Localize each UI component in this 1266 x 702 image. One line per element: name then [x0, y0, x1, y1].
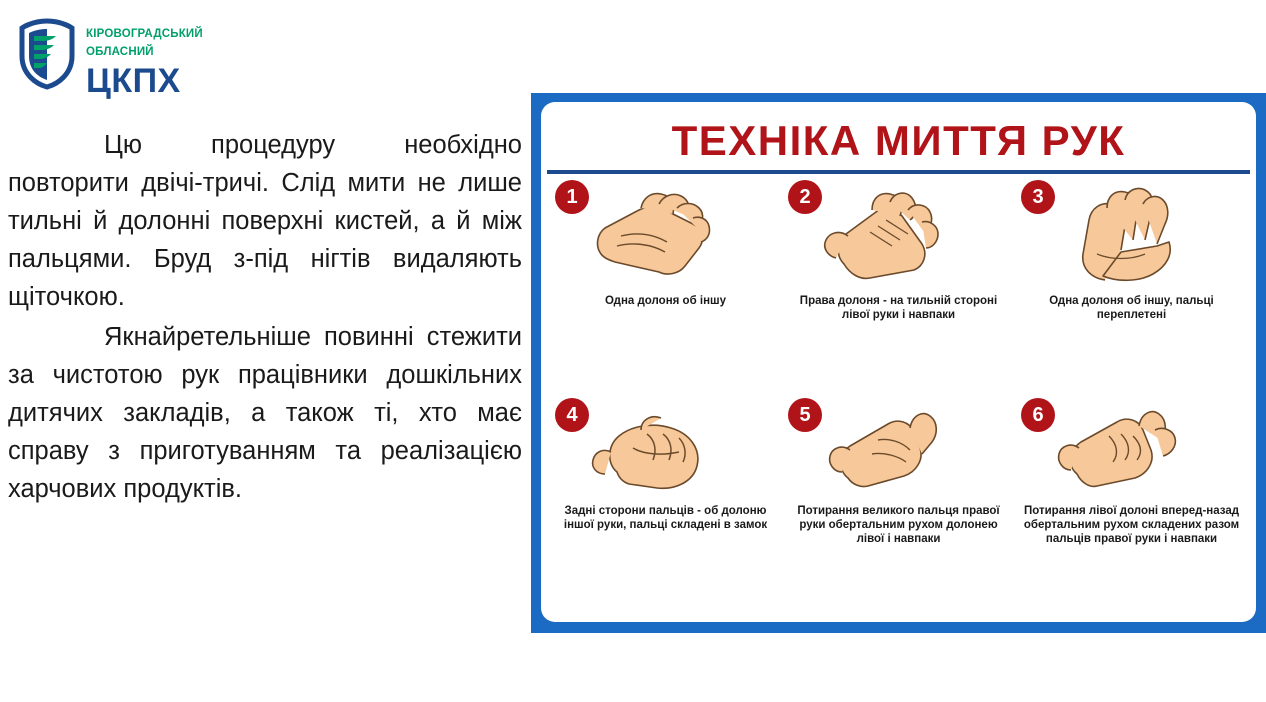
paragraph-2: Якнайретельніше повинні стежити за чистотою рук працівники дошкільних дитячих закладів, а також ті, хто має справу з приготуванням та реалізацією харчових продуктів.: [8, 323, 522, 503]
step-caption: Потирання великого пальця правої руки обертальним рухом долонею лівої і навпаки: [797, 505, 1000, 545]
step-4: [549, 396, 782, 614]
logo-line-2: ОБЛАСНИЙ: [86, 46, 154, 58]
poster-title: ТЕХНІКА МИТТЯ РУК: [671, 117, 1126, 164]
fingers-interlaced-icon: [1047, 184, 1217, 288]
handwashing-poster: [531, 93, 1266, 633]
step-caption: Задні сторони пальців - об долоню іншої руки, пальці складені в замок: [563, 505, 768, 531]
step-caption: Одна долоня об іншу, пальці переплетені: [1049, 295, 1214, 321]
paragraph-1: Цю процедуру необхідно повторити двічі-тричі. Слід мити не лише тильні й долонні поверхні кистей, а й між пальцями. Бруд з-під нігтів видаляють щіточкою.: [8, 131, 522, 311]
step-6: [1015, 396, 1248, 614]
step-3: [1015, 178, 1248, 396]
body-text-column: [8, 126, 522, 508]
interlocked-fingers-icon: [581, 402, 751, 498]
step-number-badge: 6: [1021, 398, 1055, 432]
logo-abbreviation: ЦКПХ: [86, 62, 181, 100]
poster-title-area: [547, 102, 1250, 174]
step-5: [782, 396, 1015, 614]
step-number-badge: 3: [1021, 180, 1055, 214]
step-number-badge: 4: [555, 398, 589, 432]
step-number-badge: 5: [788, 398, 822, 432]
logo-text: [86, 24, 203, 100]
step-2: [782, 178, 1015, 396]
step-caption: Потирання лівої долоні вперед-назад обертальним рухом складених разом пальців правої руки і навпаки: [1023, 505, 1240, 545]
hands-palm-to-palm-icon: [581, 184, 751, 288]
shield-logo-icon: [14, 18, 80, 90]
fingertips-circular-rub-icon: [1047, 402, 1217, 498]
logo-line-1: КІРОВОГРАДСЬКИЙ: [86, 28, 203, 40]
organization-logo: [14, 18, 203, 100]
thumb-rotational-rub-icon: [814, 402, 984, 498]
steps-grid: [541, 174, 1256, 620]
step-number-badge: 2: [788, 180, 822, 214]
step-number-badge: 1: [555, 180, 589, 214]
poster-inner-panel: [541, 102, 1256, 622]
step-caption: Одна долоня об іншу: [604, 295, 726, 307]
hand-over-back-icon: [814, 184, 984, 288]
step-caption: Права долоня - на тильній стороні лівої руки і навпаки: [799, 295, 998, 321]
step-1: [549, 178, 782, 396]
